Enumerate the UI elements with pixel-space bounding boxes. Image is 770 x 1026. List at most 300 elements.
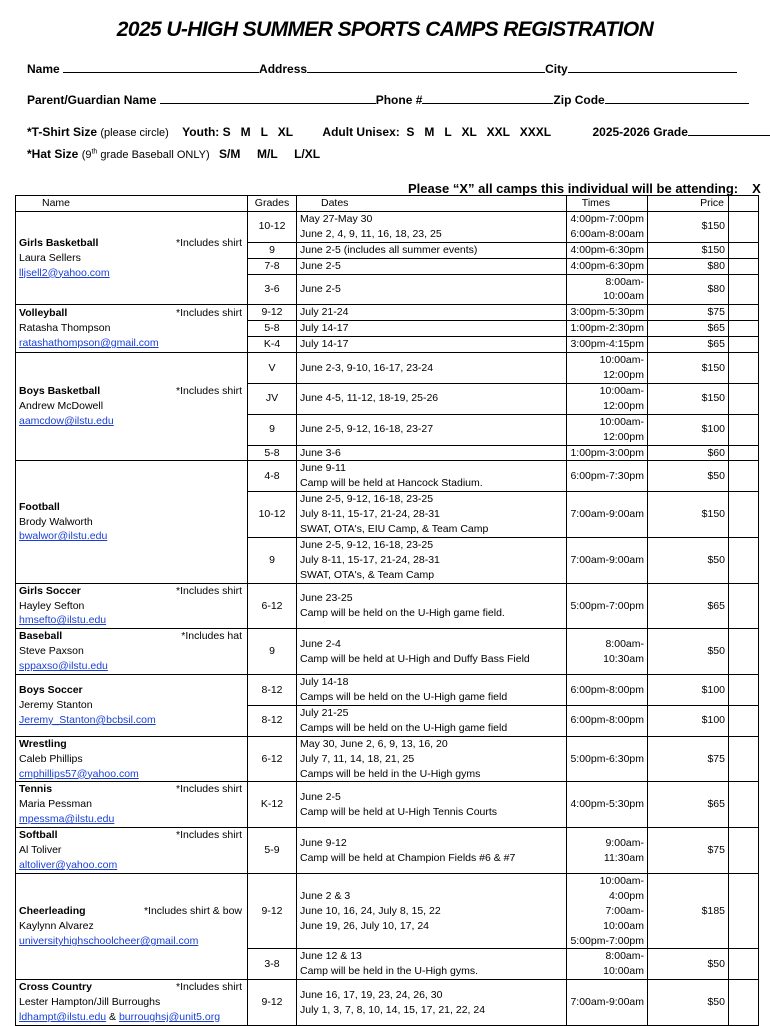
date-line: June 4-5, 11-12, 18-19, 25-26 (300, 392, 439, 405)
date-line: June 2-5, 9-12, 16-18, 23-25 (300, 493, 434, 506)
date-line: Camp will be held at U-High Tennis Courts (300, 805, 498, 818)
header-price: Price (648, 196, 729, 212)
attend-checkbox-cell[interactable] (729, 337, 759, 353)
table-row (16, 353, 759, 384)
price-cell: $100 (648, 705, 729, 736)
grade-cell: JV (248, 383, 297, 414)
time-line: 5:00pm-6:30pm (570, 752, 644, 765)
date-line: Camp will be held at Hancock Stadium. (300, 477, 483, 490)
dates-cell (297, 321, 567, 337)
youth-sizes[interactable]: Youth: S M L XL (182, 125, 294, 139)
times-cell (567, 305, 648, 321)
grade-cell: 5-9 (248, 828, 297, 874)
camp-includes-note: *Includes hat (181, 630, 242, 643)
camp-coach-email[interactable]: bwalwor@ilstu.edu (19, 530, 108, 543)
zip-field[interactable] (605, 92, 749, 104)
camp-heading (19, 980, 244, 995)
time-line: 8:00am-10:00am (603, 275, 644, 303)
time-line: 5:00pm-7:00pm (570, 599, 644, 612)
camp-heading (19, 683, 244, 698)
camp-coach-email[interactable]: ratashathompson@gmail.com (19, 337, 159, 350)
price-cell: $50 (648, 537, 729, 583)
grade-cell: V (248, 353, 297, 384)
camp-heading (19, 828, 244, 843)
price-cell: $50 (648, 980, 729, 1026)
attend-checkbox-cell[interactable] (729, 675, 759, 706)
price-cell: $80 (648, 258, 729, 274)
tshirt-label: *T-Shirt Size (27, 125, 98, 139)
times-cell (567, 949, 648, 980)
camp-coach-email[interactable]: universityhighschoolcheer@gmail.com (19, 935, 199, 947)
dates-cell (297, 675, 567, 706)
form-row-2 (27, 92, 749, 107)
date-line: June 19, 26, July 10, 17, 24 (300, 919, 430, 932)
date-line: July 21-25 (300, 706, 349, 719)
times-cell (567, 492, 648, 538)
times-cell (567, 242, 648, 258)
date-line: June 2-5 (includes all summer events) (300, 243, 478, 256)
attend-checkbox-cell[interactable] (729, 258, 759, 274)
dates-cell (297, 828, 567, 874)
times-cell (567, 258, 648, 274)
camp-info-cell (16, 980, 248, 1026)
camp-heading (19, 584, 244, 599)
tshirt-note: (please circle) (100, 127, 169, 139)
grade-cell: K-4 (248, 337, 297, 353)
attend-checkbox-cell[interactable] (729, 305, 759, 321)
attend-checkbox-cell[interactable] (729, 782, 759, 828)
camp-heading (19, 384, 244, 399)
camp-info-cell (16, 353, 248, 461)
camp-info-cell (16, 675, 248, 737)
instruction (408, 181, 761, 196)
camp-info-cell (16, 305, 248, 353)
date-line: June 9-11 (300, 462, 346, 475)
camp-coach-email[interactable]: aamcdow@ilstu.edu (19, 415, 114, 428)
address-field[interactable] (307, 61, 545, 73)
name-field[interactable] (63, 61, 259, 73)
date-line: July 14-17 (300, 322, 349, 335)
header-x (729, 196, 759, 212)
camp-heading (19, 500, 244, 515)
grade-cell: K-12 (248, 782, 297, 828)
grade-cell: 6-12 (248, 736, 297, 782)
camp-heading (19, 737, 244, 752)
city-label: City (545, 62, 568, 76)
dates-cell (297, 258, 567, 274)
dates-cell (297, 337, 567, 353)
date-line: Camps will be held on the U-High game field (300, 691, 508, 703)
hat-label: *Hat Size (27, 147, 79, 161)
dates-cell (297, 736, 567, 782)
instruction-text: Please “X” all camps this individual will be attending: (408, 181, 739, 196)
header-grades: Grades (248, 196, 297, 212)
grade-cell: 10-12 (248, 492, 297, 538)
dates-cell (297, 980, 567, 1026)
table-row (16, 629, 759, 675)
table-row (16, 980, 759, 1026)
time-line: 7:00am-9:00am (570, 996, 644, 1009)
price-cell: $75 (648, 828, 729, 874)
camp-coach-email[interactable]: cmphillips57@yahoo.com (19, 767, 139, 780)
times-cell (567, 211, 648, 242)
attend-checkbox-cell[interactable] (729, 873, 759, 949)
camp-sport-name: Tennis (19, 783, 53, 796)
form-row-1 (27, 61, 737, 76)
time-line: 4:00pm-7:00pm (570, 212, 644, 225)
date-line: Camp will be held on the U-High game field. (300, 607, 505, 620)
attend-checkbox-cell[interactable] (729, 383, 759, 414)
attend-checkbox-cell[interactable] (729, 705, 759, 736)
time-line: 7:00am-10:00am (603, 904, 644, 932)
price-cell: $65 (648, 583, 729, 629)
attend-checkbox-cell[interactable] (729, 629, 759, 675)
grade-cell: 7-8 (248, 258, 297, 274)
time-line: 10:00am-12:00pm (599, 384, 644, 412)
times-cell (567, 873, 648, 949)
price-cell: $75 (648, 305, 729, 321)
camp-coach-email[interactable]: altoliver@yahoo.com (19, 858, 118, 871)
camp-info-cell (16, 828, 248, 874)
camp-heading (19, 904, 244, 919)
date-line: July 8-11, 15-17, 21-24, 28-31 (300, 508, 440, 521)
camp-coach-email[interactable]: lljsell2@yahoo.com (19, 266, 110, 279)
camp-sport-name: Girls Basketball (19, 236, 99, 249)
hat-note-post: grade Baseball ONLY) (97, 149, 210, 161)
time-line: 3:00pm-4:15pm (570, 338, 644, 351)
camp-sport-name: Cross Country (19, 981, 92, 994)
address-label: Address (259, 62, 308, 76)
time-line: 6:00am-8:00am (570, 227, 644, 240)
grade-field[interactable] (688, 124, 770, 136)
time-line: 6:00pm-8:00pm (570, 683, 644, 696)
date-line: July 14-18 (300, 676, 349, 689)
camp-sport-name: Baseball (19, 630, 63, 643)
grade-cell: 5-8 (248, 321, 297, 337)
camps-body (16, 211, 759, 1025)
camp-coach-email[interactable]: sppaxso@ilstu.edu (19, 660, 108, 673)
camp-coach-email-2[interactable]: burroughsj@unit5.org (118, 1011, 221, 1024)
attend-checkbox-cell[interactable] (729, 353, 759, 384)
camp-includes-note: *Includes shirt (176, 307, 242, 320)
attend-checkbox-cell[interactable] (729, 583, 759, 629)
times-cell (567, 980, 648, 1026)
camp-sport-name: Boys Soccer (19, 684, 83, 697)
table-row (16, 736, 759, 782)
header-times: Times (567, 196, 648, 212)
camp-coach-name: Steve Paxson (19, 645, 84, 658)
camp-info-cell (16, 461, 248, 583)
camp-coach-email[interactable]: mpessma@ilstu.edu (19, 813, 115, 826)
date-line: July 14-17 (300, 338, 349, 351)
grade-label: 2025-2026 Grade (592, 125, 688, 139)
camp-info-cell (16, 211, 248, 304)
grade-cell: 5-8 (248, 445, 297, 461)
dates-cell (297, 274, 567, 305)
times-cell (567, 782, 648, 828)
attend-checkbox-cell[interactable] (729, 828, 759, 874)
date-line: June 2-5 (300, 790, 341, 803)
camp-heading (19, 629, 244, 644)
dates-cell (297, 782, 567, 828)
camp-sport-name: Wrestling (19, 737, 67, 750)
header-dates: Dates (297, 196, 567, 212)
price-cell: $150 (648, 492, 729, 538)
attend-checkbox-cell[interactable] (729, 445, 759, 461)
date-line: Camp will be held in the U-High gyms. (300, 965, 478, 978)
grade-cell: 9 (248, 414, 297, 445)
camp-coach-name: Laura Sellers (19, 251, 81, 264)
time-line: 10:00am-12:00pm (599, 415, 644, 443)
parent-label: Parent/Guardian Name (27, 93, 157, 107)
attend-checkbox-cell[interactable] (729, 242, 759, 258)
instruction-x: X (752, 181, 761, 196)
times-cell (567, 828, 648, 874)
attend-checkbox-cell[interactable] (729, 321, 759, 337)
camp-coach-name: Kaylynn Alvarez (19, 920, 94, 933)
table-row (16, 305, 759, 321)
grade-cell: 3-6 (248, 274, 297, 305)
time-line: 9:00am-11:30am (603, 836, 644, 864)
table-row (16, 583, 759, 629)
attend-checkbox-cell[interactable] (729, 980, 759, 1026)
price-cell: $150 (648, 211, 729, 242)
date-line: July 7, 11, 14, 18, 21, 25 (300, 752, 415, 765)
date-line: July 21-24 (300, 306, 349, 319)
camp-coach-name: Caleb Phillips (19, 752, 83, 765)
price-cell: $150 (648, 353, 729, 384)
price-cell: $185 (648, 873, 729, 949)
grade-cell: 9-12 (248, 980, 297, 1026)
times-cell (567, 461, 648, 492)
time-line: 7:00am-9:00am (570, 508, 644, 521)
price-cell: $60 (648, 445, 729, 461)
table-row (16, 873, 759, 949)
date-line: June 23-25 (300, 592, 353, 605)
time-line: 4:00pm-5:30pm (570, 798, 644, 811)
grade-cell: 6-12 (248, 583, 297, 629)
camp-coach-email[interactable]: ldhampt@ilstu.edu (19, 1011, 107, 1024)
camp-coach-name: Jeremy Stanton (19, 698, 93, 711)
grade-cell: 9 (248, 629, 297, 675)
price-cell: $100 (648, 675, 729, 706)
camps-table (15, 195, 759, 1026)
camp-heading (19, 236, 244, 251)
date-line: June 2-4 (300, 637, 341, 650)
time-line: 1:00pm-2:30pm (570, 322, 644, 335)
attend-checkbox-cell[interactable] (729, 492, 759, 538)
adult-sizes[interactable]: Adult Unisex: S M L XL XXL XXXL (322, 125, 552, 139)
times-cell (567, 353, 648, 384)
date-line: Camps will be held on the U-High game field (300, 721, 508, 734)
time-line: 8:00am-10:00am (603, 950, 644, 978)
camp-heading (19, 782, 244, 797)
dates-cell (297, 583, 567, 629)
camp-coach-email[interactable]: hmsefto@ilstu.edu (19, 614, 107, 627)
dates-cell (297, 414, 567, 445)
grade-cell: 9-12 (248, 873, 297, 949)
dates-cell (297, 537, 567, 583)
camp-info-cell (16, 873, 248, 979)
hat-sizes[interactable]: S/M M/L L/XL (218, 147, 321, 161)
camp-sport-name: Boys Basketball (19, 385, 101, 398)
camp-includes-note: *Includes shirt (176, 385, 242, 398)
date-line: June 2, 4, 9, 11, 16, 18, 23, 25 (300, 227, 442, 240)
camp-emails (19, 1010, 244, 1025)
price-cell: $150 (648, 242, 729, 258)
grade-cell: 8-12 (248, 675, 297, 706)
date-line: June 2-5, 9-12, 16-18, 23-27 (300, 423, 434, 436)
camp-coach-name: Ratasha Thompson (19, 322, 111, 335)
times-cell (567, 414, 648, 445)
camp-sport-name: Football (19, 500, 60, 513)
camp-sport-name: Cheerleading (19, 905, 86, 918)
price-cell: $150 (648, 383, 729, 414)
email-join: & (106, 1011, 119, 1024)
city-field[interactable] (568, 61, 737, 73)
price-cell: $80 (648, 274, 729, 305)
camp-info-cell (16, 782, 248, 828)
price-cell: $65 (648, 321, 729, 337)
camp-includes-note: *Includes shirt (176, 981, 242, 994)
camp-sport-name: Volleyball (19, 307, 68, 320)
time-line: 8:00am-10:30am (603, 637, 644, 665)
hat-note-sup: th (91, 148, 98, 156)
dates-cell (297, 461, 567, 492)
table-row (16, 675, 759, 706)
camp-coach-name: Andrew McDowell (19, 400, 104, 413)
date-line: May 30, June 2, 6, 9, 13, 16, 20 (300, 737, 448, 750)
camp-sport-name: Girls Soccer (19, 584, 81, 597)
attend-checkbox-cell[interactable] (729, 211, 759, 242)
page-title: 2025 U-HIGH SUMMER SPORTS CAMPS REGISTRATION (116, 18, 654, 41)
attend-checkbox-cell[interactable] (729, 736, 759, 782)
dates-cell (297, 492, 567, 538)
date-line: May 27-May 30 (300, 212, 373, 225)
form-row-3 (27, 124, 770, 139)
camp-info-cell (16, 629, 248, 675)
date-line: July 1, 3, 7, 8, 10, 14, 15, 17, 21, 22, 24 (300, 1003, 486, 1016)
date-line: June 3-6 (300, 446, 341, 459)
time-line: 7:00am-9:00am (570, 553, 644, 566)
table-row (16, 782, 759, 828)
price-cell: $50 (648, 461, 729, 492)
grade-cell: 8-12 (248, 705, 297, 736)
times-cell (567, 675, 648, 706)
dates-cell (297, 211, 567, 242)
date-line: June 10, 16, 24, July 8, 15, 22 (300, 904, 441, 917)
camp-coach-name: Maria Pessman (19, 798, 92, 811)
date-line: June 2-3, 9-10, 16-17, 23-24 (300, 361, 434, 374)
attend-checkbox-cell[interactable] (729, 537, 759, 583)
date-line: SWAT, OTA's, & Team Camp (300, 568, 435, 581)
date-line: June 2-5, 9-12, 16-18, 23-25 (300, 538, 434, 551)
times-cell (567, 337, 648, 353)
time-line: 5:00pm-7:00pm (570, 934, 644, 947)
date-line: Camp will be held at Champion Fields #6 & #7 (300, 851, 516, 864)
times-cell (567, 705, 648, 736)
dates-cell (297, 353, 567, 384)
dates-cell (297, 445, 567, 461)
attend-checkbox-cell[interactable] (729, 949, 759, 980)
grade-cell: 9 (248, 537, 297, 583)
camp-info-cell (16, 583, 248, 629)
date-line: June 2-5 (300, 259, 341, 272)
time-line: 4:00pm-6:30pm (570, 259, 644, 272)
grade-cell: 10-12 (248, 211, 297, 242)
attend-checkbox-cell[interactable] (729, 414, 759, 445)
dates-cell (297, 305, 567, 321)
date-line: June 12 & 13 (300, 950, 362, 963)
time-line: 10:00am-12:00pm (599, 354, 644, 381)
camp-coach-name: Brody Walworth (19, 515, 93, 528)
times-cell (567, 583, 648, 629)
attend-checkbox-cell[interactable] (729, 461, 759, 492)
dates-cell (297, 629, 567, 675)
times-cell (567, 321, 648, 337)
camp-includes-note: *Includes shirt (176, 584, 242, 597)
times-cell (567, 736, 648, 782)
camp-includes-note: *Includes shirt (176, 236, 242, 249)
header-name: Name (16, 196, 248, 212)
times-cell (567, 629, 648, 675)
grade-cell: 9-12 (248, 305, 297, 321)
date-line: Camp will be held at U-High and Duffy Bass Field (300, 652, 530, 665)
grade-cell: 9 (248, 242, 297, 258)
price-cell: $75 (648, 736, 729, 782)
table-row (16, 461, 759, 492)
camp-includes-note: *Includes shirt & bow (143, 905, 242, 918)
grade-cell: 4-8 (248, 461, 297, 492)
phone-label: Phone # (375, 93, 423, 107)
price-cell: $65 (648, 782, 729, 828)
camp-includes-note: *Includes shirt (176, 829, 242, 842)
camp-info-cell (16, 736, 248, 782)
date-line: Camps will be held in the U-High gyms (300, 767, 481, 780)
time-line: 4:00pm-6:30pm (570, 243, 644, 256)
parent-field[interactable] (160, 92, 376, 104)
form-row-4 (27, 147, 320, 161)
phone-field[interactable] (422, 92, 553, 104)
time-line: 6:00pm-7:30pm (570, 469, 644, 482)
times-cell (567, 537, 648, 583)
date-line: SWAT, OTA's, EIU Camp, & Team Camp (300, 523, 489, 536)
dates-cell (297, 383, 567, 414)
price-cell: $50 (648, 629, 729, 675)
price-cell: $50 (648, 949, 729, 980)
dates-cell (297, 873, 567, 949)
time-line: 3:00pm-5:30pm (570, 306, 644, 319)
dates-cell (297, 949, 567, 980)
times-cell (567, 445, 648, 461)
grade-cell: 3-8 (248, 949, 297, 980)
zip-label: Zip Code (553, 93, 605, 107)
camp-coach-email[interactable]: Jeremy_Stanton@bcbsil.com (19, 713, 156, 726)
name-label: Name (27, 62, 60, 76)
date-line: June 9-12 (300, 836, 347, 849)
table-row (16, 211, 759, 242)
camp-coach-name: Hayley Sefton (19, 599, 85, 612)
camp-sport-name: Softball (19, 829, 58, 842)
date-line: June 2 & 3 (300, 889, 351, 902)
date-line: June 2-5 (300, 282, 341, 295)
camp-includes-note: *Includes shirt (176, 783, 242, 796)
price-cell: $65 (648, 337, 729, 353)
table-header-row (16, 196, 759, 212)
price-cell: $100 (648, 414, 729, 445)
attend-checkbox-cell[interactable] (729, 274, 759, 305)
time-line: 6:00pm-8:00pm (570, 714, 644, 727)
